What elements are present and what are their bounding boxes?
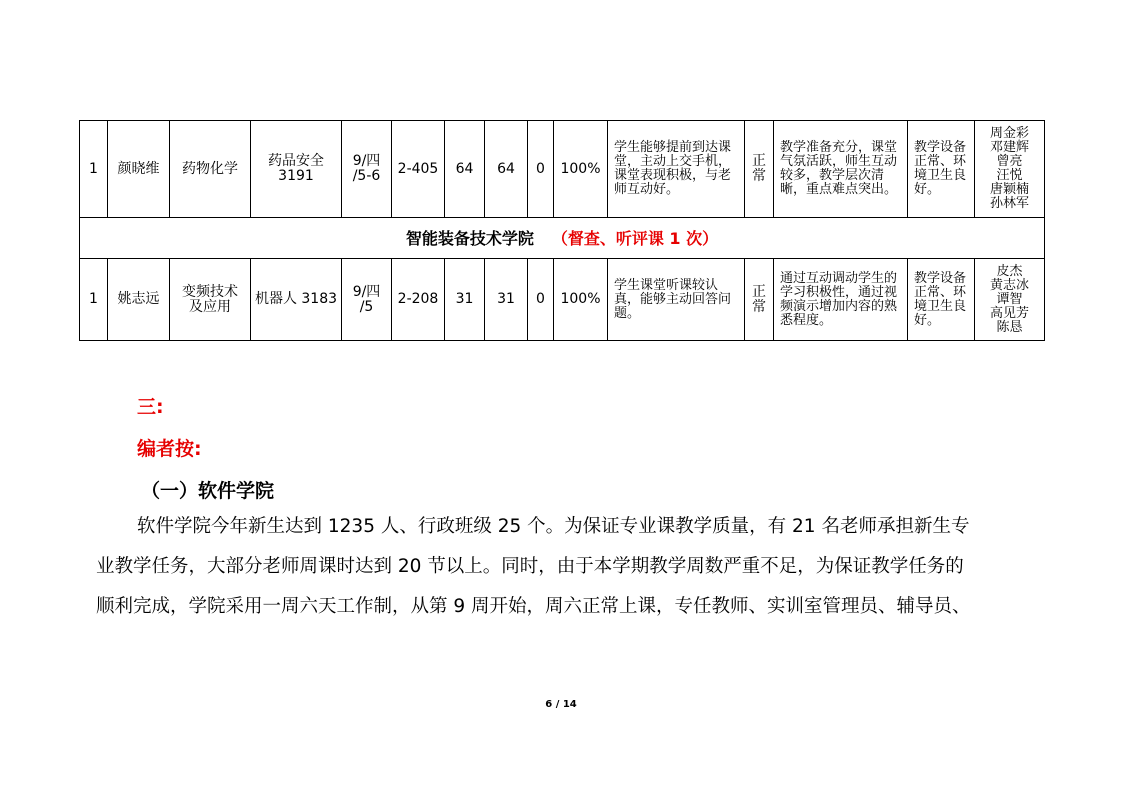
inspector-list	[975, 121, 1045, 218]
inspector-name: 谭智	[996, 291, 1023, 307]
inspector-name: 孙林军	[989, 196, 1029, 211]
page-number: 6 / 14	[545, 699, 577, 710]
inspector-list	[975, 259, 1045, 341]
inspector-name: 邓建辉	[989, 140, 1029, 155]
class-time-line1: 9/四	[352, 153, 381, 169]
status-line1: 正	[752, 153, 766, 169]
inspector-name: 高见芳	[989, 305, 1029, 321]
inspector-name: 曾亮	[996, 154, 1023, 169]
class-name	[251, 121, 342, 218]
inspector-name: 皮杰	[996, 263, 1023, 279]
status-line1: 正	[752, 283, 766, 300]
paragraph-line: 顺利完成，学院采用一周六天工作制，从第 9 周开始，周六正常上课，专任教师、实训室管理员、辅导员、	[96, 596, 971, 617]
subheading-software-college: （一）软件学院	[141, 480, 275, 502]
section-heading-three: 三:	[137, 396, 164, 418]
student-comment: 学生课堂听课较认真，能够主动回答问题。	[608, 259, 745, 341]
section-title	[80, 218, 1045, 259]
classroom: 2-405	[392, 121, 445, 218]
actual-count: 64	[485, 121, 528, 218]
class-time	[342, 259, 392, 341]
class-name-line1: 药品安全	[268, 153, 324, 169]
actual-count: 31	[485, 259, 528, 341]
classroom: 2-208	[392, 259, 445, 341]
teacher-name: 姚志远	[108, 259, 170, 341]
paragraph-line: 业教学任务，大部分老师周课时达到 20 节以上。同时，由于本学期教学周数严重不足，为保证教学任务的	[96, 556, 964, 577]
inspector-name: 黄志冰	[989, 277, 1029, 293]
row-index: 1	[80, 121, 108, 218]
course-name-line1: 变频技术	[182, 283, 238, 300]
class-name-line2: 3191	[278, 168, 314, 184]
row-index: 1	[80, 259, 108, 341]
status	[745, 259, 774, 341]
inspector-name: 陈恳	[996, 319, 1023, 335]
class-name: 机器人 3183	[251, 259, 342, 341]
class-time-line1: 9/四	[352, 283, 381, 300]
attendance-rate: 100%	[554, 121, 608, 218]
equipment-status: 教学设备正常、环境卫生良好。	[908, 259, 975, 341]
inspector-name: 周金彩	[989, 126, 1029, 141]
inspector-name: 汪悦	[996, 168, 1023, 183]
table-row	[80, 121, 1045, 218]
table-row	[80, 259, 1045, 341]
status	[745, 121, 774, 218]
inspection-table	[79, 120, 1045, 341]
teaching-comment: 通过互动调动学生的学习积极性，通过视频演示增加内容的熟悉程度。	[774, 259, 908, 341]
section-note: （督查、听评课 1 次）	[551, 228, 719, 248]
expected-count: 64	[445, 121, 485, 218]
course-name: 药物化学	[170, 121, 251, 218]
status-line2: 常	[752, 298, 766, 315]
class-time	[342, 121, 392, 218]
course-name-line2: 及应用	[189, 298, 231, 315]
equipment-status: 教学设备正常、环境卫生良好。	[908, 121, 975, 218]
class-time-line2: /5-6	[352, 168, 381, 184]
absent-count: 0	[528, 121, 554, 218]
class-time-line2: /5	[359, 298, 374, 315]
paragraph-line: 软件学院今年新生达到 1235 人、行政班级 25 个。为保证专业课教学质量，有 21 名老师承担新生专	[137, 516, 970, 537]
teacher-name: 颜晓维	[108, 121, 170, 218]
section-name: 智能装备技术学院	[405, 228, 534, 248]
course-name	[170, 259, 251, 341]
absent-count: 0	[528, 259, 554, 341]
expected-count: 31	[445, 259, 485, 341]
section-row	[80, 218, 1045, 259]
status-line2: 常	[752, 168, 766, 184]
student-comment: 学生能够提前到达课堂，主动上交手机，课堂表现积极，与老师互动好。	[608, 121, 745, 218]
attendance-rate: 100%	[554, 259, 608, 341]
teaching-comment: 教学准备充分，课堂气氛活跃，师生互动较多，教学层次清晰，重点难点突出。	[774, 121, 908, 218]
editor-note-heading: 编者按:	[137, 438, 202, 460]
inspector-name: 唐颖楠	[989, 182, 1029, 197]
